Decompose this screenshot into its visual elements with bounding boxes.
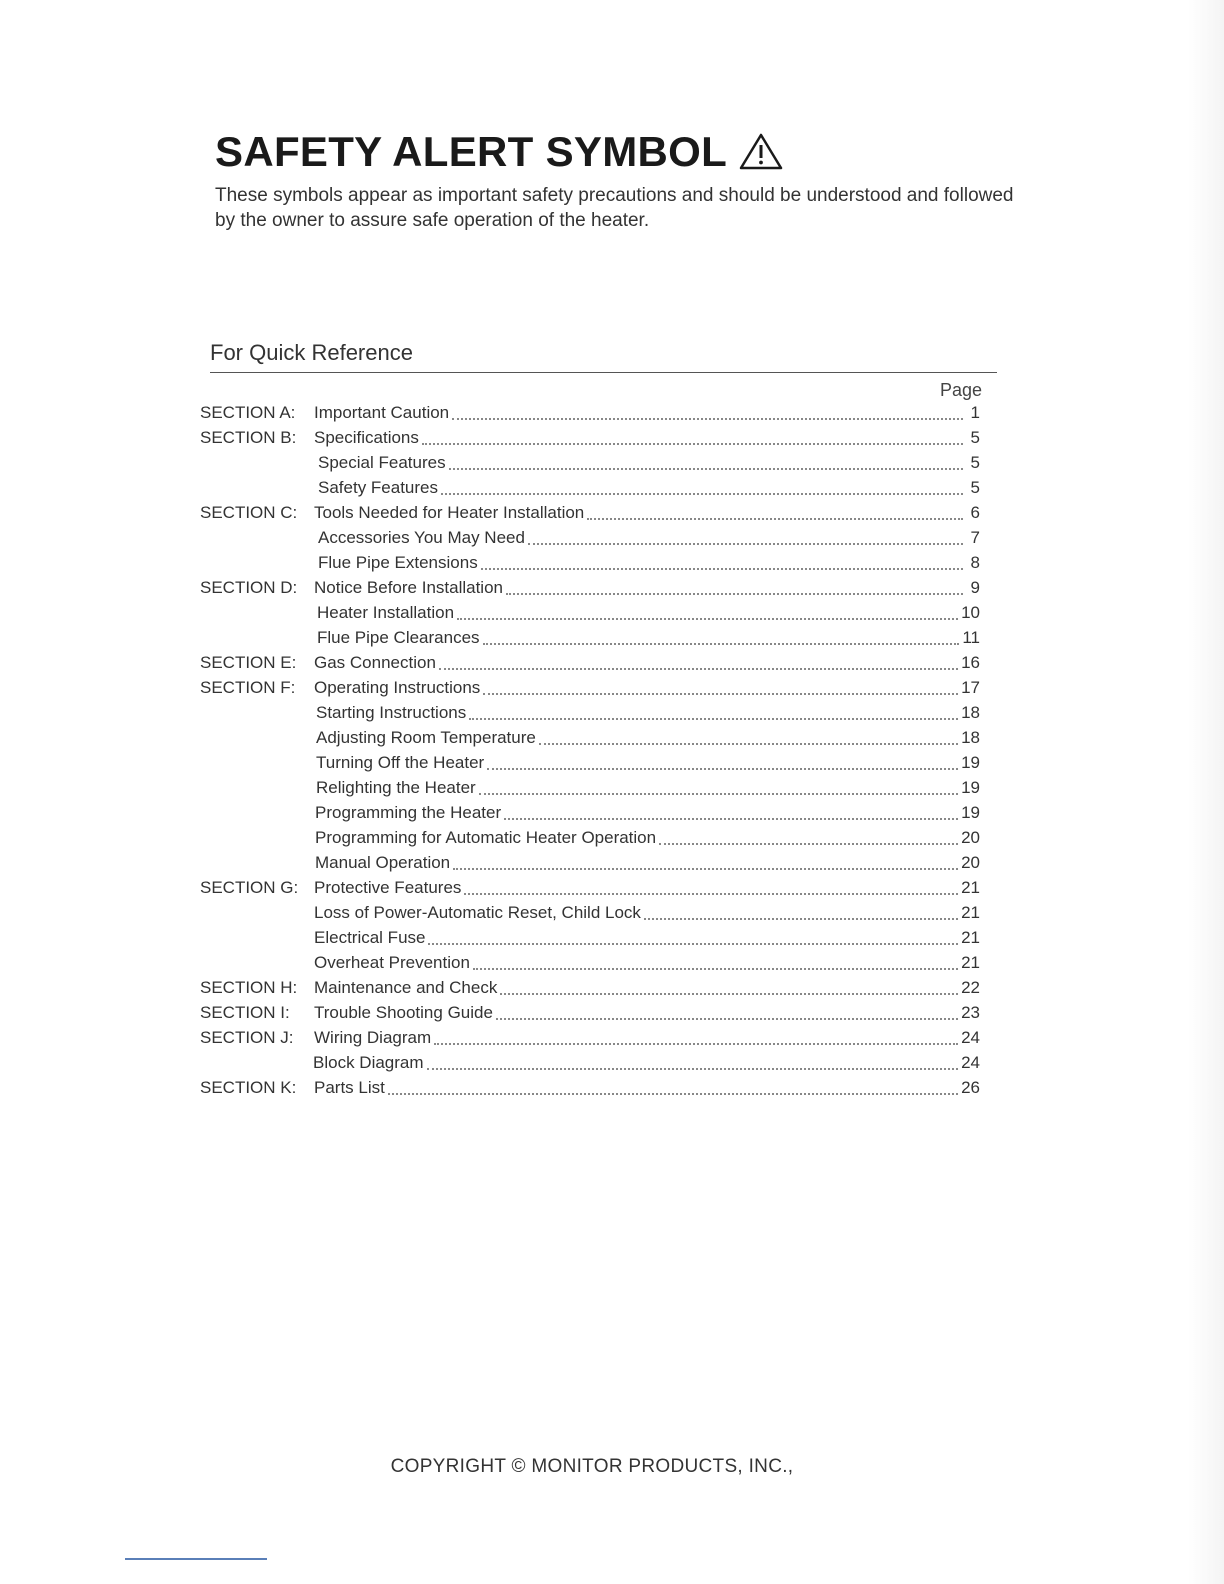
toc-entry [200,528,980,553]
toc-page-number: 6 [970,503,980,522]
toc-section-label: SECTION G: [200,878,299,897]
title-text: SAFETY ALERT SYMBOL [215,128,728,175]
toc-entry-title: Notice Before Installation [314,578,503,597]
toc-entry [200,553,980,578]
toc-entry [200,1053,980,1078]
toc-dot-leader [587,517,963,520]
toc-page-number: 20 [961,853,980,872]
toc-entry [200,1078,980,1103]
toc-entry-title: Protective Features [314,878,462,897]
toc-entry [200,728,980,753]
toc-entry-title: Starting Instructions [316,703,467,722]
table-of-contents [200,403,980,1103]
toc-page-number: 9 [970,578,980,597]
toc-entry [200,453,980,478]
toc-page-number: 20 [961,828,980,847]
toc-page-number: 21 [961,928,980,947]
quick-reference-heading: For Quick Reference [210,340,413,365]
toc-dot-leader [388,1092,958,1095]
toc-page-number: 11 [962,628,980,647]
toc-dot-leader [439,667,958,670]
toc-page-number: 18 [961,703,980,722]
copyright-notice: COPYRIGHT © MONITOR PRODUCTS, INC., [390,1456,794,1477]
toc-dot-leader [659,842,958,845]
bottom-edge-line [125,1558,267,1560]
toc-page-number: 8 [970,553,980,572]
toc-entry [200,703,980,728]
toc-dot-leader [504,817,958,820]
toc-page-number: 24 [961,1028,980,1047]
toc-dot-leader [452,417,963,420]
toc-dot-leader [441,492,963,495]
toc-page-number: 21 [961,953,980,972]
toc-page-number: 10 [961,603,980,622]
toc-dot-leader [453,867,958,870]
warning-triangle-icon [739,133,783,171]
toc-entry [200,753,980,778]
toc-dot-leader [449,467,963,470]
toc-dot-leader [644,917,958,920]
toc-dot-leader [422,442,963,445]
toc-dot-leader [457,617,958,620]
toc-entry-title: Flue Pipe Extensions [318,553,478,572]
toc-page-number: 19 [961,778,980,797]
toc-entry [200,878,980,903]
toc-entry-title: Adjusting Room Temperature [316,728,536,747]
toc-entry-title: Turning Off the Heater [316,753,485,772]
toc-entry-title: Programming the Heater [315,803,502,822]
toc-dot-leader [427,1067,959,1070]
toc-dot-leader [479,792,958,795]
page-title [215,128,783,176]
toc-entry [200,853,980,878]
toc-entry [200,903,980,928]
toc-section-label: SECTION K: [200,1078,297,1097]
toc-dot-leader [464,892,958,895]
toc-entry-title: Manual Operation [315,853,451,872]
page-column-label: Page [940,380,983,400]
toc-entry [200,628,980,653]
toc-dot-leader [473,967,958,970]
toc-section-label: SECTION B: [200,428,297,447]
toc-section-label: SECTION E: [200,653,297,672]
toc-entry [200,603,980,628]
toc-dot-leader [496,1017,958,1020]
toc-dot-leader [539,742,958,745]
toc-entry [200,653,980,678]
toc-page-number: 26 [961,1078,980,1097]
toc-section-label: SECTION H: [200,978,298,997]
toc-entry [200,928,980,953]
page-edge-shadow [1188,0,1224,1584]
toc-page-number: 1 [970,403,980,422]
toc-dot-leader [469,717,958,720]
toc-page-number: 24 [961,1053,980,1072]
toc-entry [200,578,980,603]
toc-entry-title: Programming for Automatic Heater Operation [315,828,657,847]
toc-section-label: SECTION I: [200,1003,290,1022]
toc-page-number: 23 [961,1003,980,1022]
toc-entry [200,778,980,803]
toc-entry [200,953,980,978]
toc-dot-leader [434,1042,958,1045]
toc-entry [200,803,980,828]
toc-page-number: 5 [970,453,980,472]
toc-page-number: 21 [961,878,980,897]
toc-page-number: 16 [961,653,980,672]
toc-entry-title: Special Features [318,453,446,472]
toc-page-number: 19 [961,803,980,822]
toc-entry-title: Heater Installation [317,603,455,622]
toc-dot-leader [487,767,958,770]
heading-divider [210,372,997,373]
toc-dot-leader [500,992,958,995]
toc-page-number: 18 [961,728,980,747]
toc-section-label: SECTION F: [200,678,296,697]
toc-page-number: 5 [970,478,980,497]
toc-entry [200,828,980,853]
toc-entry [200,428,980,453]
toc-entry-title: Gas Connection [314,653,436,672]
toc-entry-title: Wiring Diagram [314,1028,432,1047]
toc-dot-leader [481,567,963,570]
toc-entry-title: Parts List [314,1078,385,1097]
toc-entry-title: Safety Features [318,478,439,497]
toc-dot-leader [528,542,963,545]
toc-entry [200,1028,980,1053]
toc-section-label: SECTION J: [200,1028,294,1047]
toc-page-number: 5 [970,428,980,447]
toc-entry [200,1003,980,1028]
toc-page-number: 7 [970,528,980,547]
toc-page-number: 22 [961,978,980,997]
toc-entry-title: Loss of Power-Automatic Reset, Child Lock [314,903,641,922]
toc-dot-leader [506,592,963,595]
safety-intro-text: These symbols appear as important safety precautions and should be understood and followed by the owner to assure safe operation of the heater. [215,185,1014,231]
toc-entry [200,678,980,703]
toc-dot-leader [428,942,958,945]
toc-entry-title: Important Caution [314,403,450,422]
toc-entry-title: Specifications [314,428,419,447]
toc-entry [200,478,980,503]
toc-page-number: 21 [961,903,980,922]
toc-entry-title: Tools Needed for Heater Installation [314,503,585,522]
toc-section-label: SECTION A: [200,403,296,422]
toc-entry-title: Maintenance and Check [314,978,498,997]
toc-section-label: SECTION C: [200,503,298,522]
toc-dot-leader [483,692,958,695]
toc-dot-leader [483,642,960,645]
toc-section-label: SECTION D: [200,578,298,597]
toc-entry-title: Overheat Prevention [314,953,470,972]
toc-entry [200,403,980,428]
toc-entry-title: Flue Pipe Clearances [317,628,480,647]
toc-entry-title: Operating Instructions [314,678,481,697]
toc-entry-title: Electrical Fuse [314,928,426,947]
toc-entry-title: Relighting the Heater [316,778,476,797]
toc-entry-title: Trouble Shooting Guide [314,1003,493,1022]
toc-page-number: 19 [961,753,980,772]
toc-page-number: 17 [961,678,980,697]
toc-entry [200,978,980,1003]
toc-entry-title: Block Diagram [313,1053,424,1072]
toc-entry [200,503,980,528]
toc-entry-title: Accessories You May Need [318,528,525,547]
